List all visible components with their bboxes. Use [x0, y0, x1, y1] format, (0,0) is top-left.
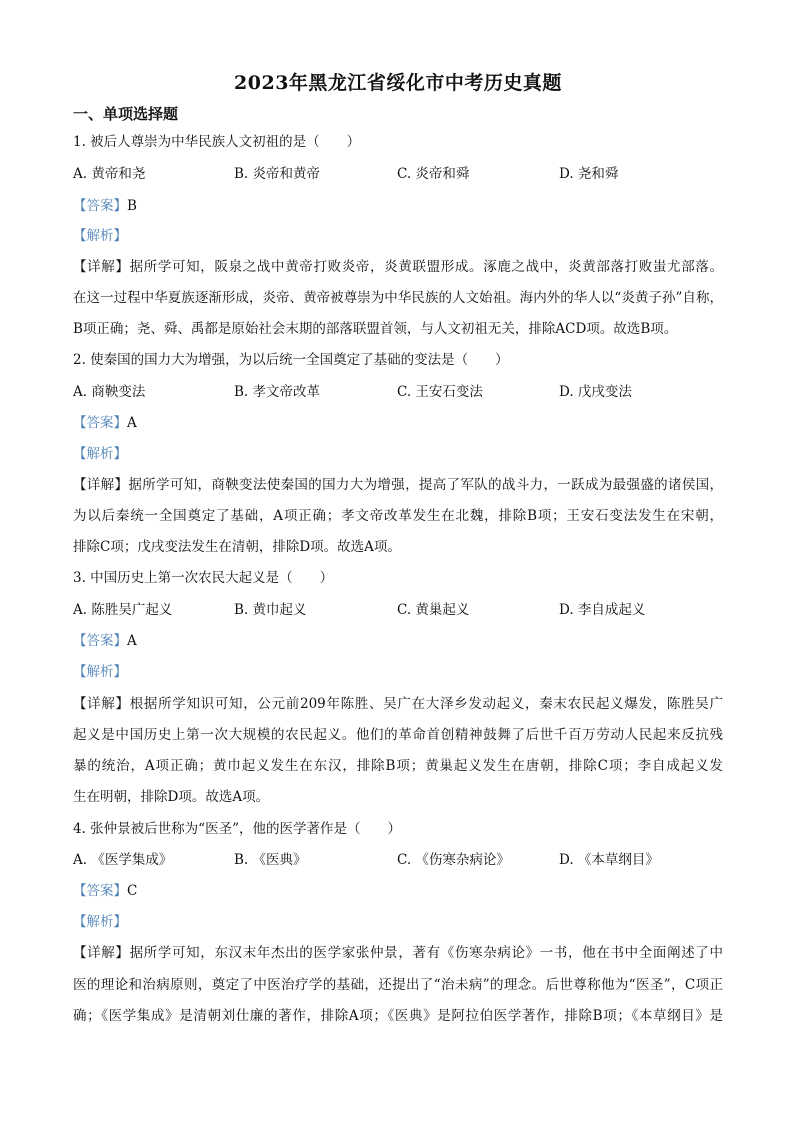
question-2-option-c: C. 王安石变法 [397, 384, 483, 400]
answer-value: A [127, 415, 137, 431]
question-4-analysis-label: 【解析】 [73, 914, 127, 930]
question-1-stem: 1. 被后人尊崇为中华民族人文初祖的是（ ） [73, 134, 361, 150]
question-4-option-b: B. 《医典》 [234, 852, 307, 868]
detail-text: 据所学可知，东汉末年杰出的医学家张仲景，著有《伤寒杂病论》一书，他在书中全面阐述了中 [129, 945, 723, 961]
answer-label: 【答案】 [73, 633, 127, 649]
question-1-detail-line: 在这一过程中华夏族逐渐形成，炎帝、黄帝被尊崇为中华民族的人文始祖。海内外的华人以“炎黄子孙”自称， [73, 290, 723, 306]
answer-label: 【答案】 [73, 883, 127, 899]
question-3-detail-line: 起义是中国历史上第一次大规模的农民起义。他们的革命首创精神鼓舞了后世千百万劳动人民起来反抗残 [73, 727, 723, 743]
question-1-analysis-label: 【解析】 [73, 228, 127, 244]
question-1-detail-line: B项正确；尧、舜、禹都是原始社会末期的部落联盟首领，与人文初祖无关，排除ACD项。故选B项。 [73, 321, 678, 337]
question-4-option-a: A. 《医学集成》 [73, 852, 173, 868]
question-4-answer [73, 881, 723, 901]
question-3-stem: 3. 中国历史上第一次农民大起义是（ ） [73, 570, 334, 586]
question-1-option-d: D. 尧和舜 [559, 166, 619, 182]
answer-value: B [127, 198, 137, 214]
answer-label: 【答案】 [73, 415, 127, 431]
detail-text: 根据所学知识可知，公元前209年陈胜、吴广在大泽乡发动起义，秦末农民起义爆发，陈胜吴广 [129, 696, 723, 712]
question-3-answer [73, 631, 723, 651]
answer-value: C [127, 883, 138, 899]
question-2-stem: 2. 使秦国的国力大为增强，为以后统一全国奠定了基础的变法是（ ） [73, 352, 509, 368]
question-1-option-c: C. 炎帝和舜 [397, 166, 470, 182]
question-2-detail-line [73, 475, 723, 495]
question-4-detail-line: 确；《医学集成》是清朝刘仕廉的著作，排除A项；《医典》是阿拉伯医学著作，排除B项；《本草纲目》是 [73, 1008, 723, 1024]
answer-value: A [127, 633, 137, 649]
question-4-detail-line: 医的理论和治病原则，奠定了中医治疗学的基础，还提出了“治未病”的理念。后世尊称他为“医圣”，C项正 [73, 977, 723, 993]
detail-label: 【详解】 [73, 477, 129, 493]
question-3-option-b: B. 黄巾起义 [234, 602, 307, 618]
question-4-stem: 4. 张仲景被后世称为“医圣”，他的医学著作是（ ） [73, 821, 401, 837]
question-1-option-a: A. 黄帝和尧 [73, 166, 146, 182]
question-3-option-d: D. 李自成起义 [559, 602, 646, 618]
question-2-option-d: D. 戊戌变法 [559, 384, 632, 400]
question-2-option-b: B. 孝文帝改革 [234, 384, 321, 400]
question-4-option-d: D. 《本草纲目》 [559, 852, 659, 868]
question-1-detail-line [73, 257, 723, 277]
question-3-option-a: A. 陈胜吴广起义 [73, 602, 173, 618]
question-3-analysis-label: 【解析】 [73, 664, 127, 680]
question-2-option-a: A. 商鞅变法 [73, 384, 146, 400]
question-2-analysis-label: 【解析】 [73, 446, 127, 462]
answer-label: 【答案】 [73, 198, 127, 214]
section-heading: 一、单项选择题 [73, 105, 179, 123]
question-4-detail-line [73, 943, 723, 963]
question-1-option-b: B. 炎帝和黄帝 [234, 166, 321, 182]
question-3-detail-line: 生在明朝，排除D项。故选A项。 [73, 789, 270, 805]
detail-text: 据所学可知，阪泉之战中黄帝打败炎帝，炎黄联盟形成。涿鹿之战中，炎黄部落打败蚩尤部落。 [129, 259, 723, 275]
question-2-detail-line: 排除C项；戊戌变法发生在清朝，排除D项。故选A项。 [73, 539, 401, 555]
page-title: 2023年黑龙江省绥化市中考历史真题 [234, 72, 562, 94]
question-2-answer [73, 413, 723, 433]
question-1-answer [73, 196, 723, 216]
question-2-detail-line: 为以后秦统一全国奠定了基础，A项正确；孝文帝改革发生在北魏，排除B项；王安石变法发生在宋朝， [73, 508, 723, 524]
question-3-detail-line [73, 694, 723, 714]
detail-text: 据所学可知，商鞅变法使秦国的国力大为增强，提高了军队的战斗力，一跃成为最强盛的诸侯国， [128, 477, 723, 493]
question-3-option-c: C. 黄巢起义 [397, 602, 470, 618]
question-3-detail-line: 暴的统治，A项正确；黄巾起义发生在东汉，排除B项；黄巢起义发生在唐朝，排除C项；李自成起义发 [73, 758, 723, 774]
detail-label: 【详解】 [73, 696, 130, 712]
detail-label: 【详解】 [73, 945, 130, 961]
detail-label: 【详解】 [73, 259, 130, 275]
question-4-option-c: C. 《伤寒杂病论》 [397, 852, 510, 868]
